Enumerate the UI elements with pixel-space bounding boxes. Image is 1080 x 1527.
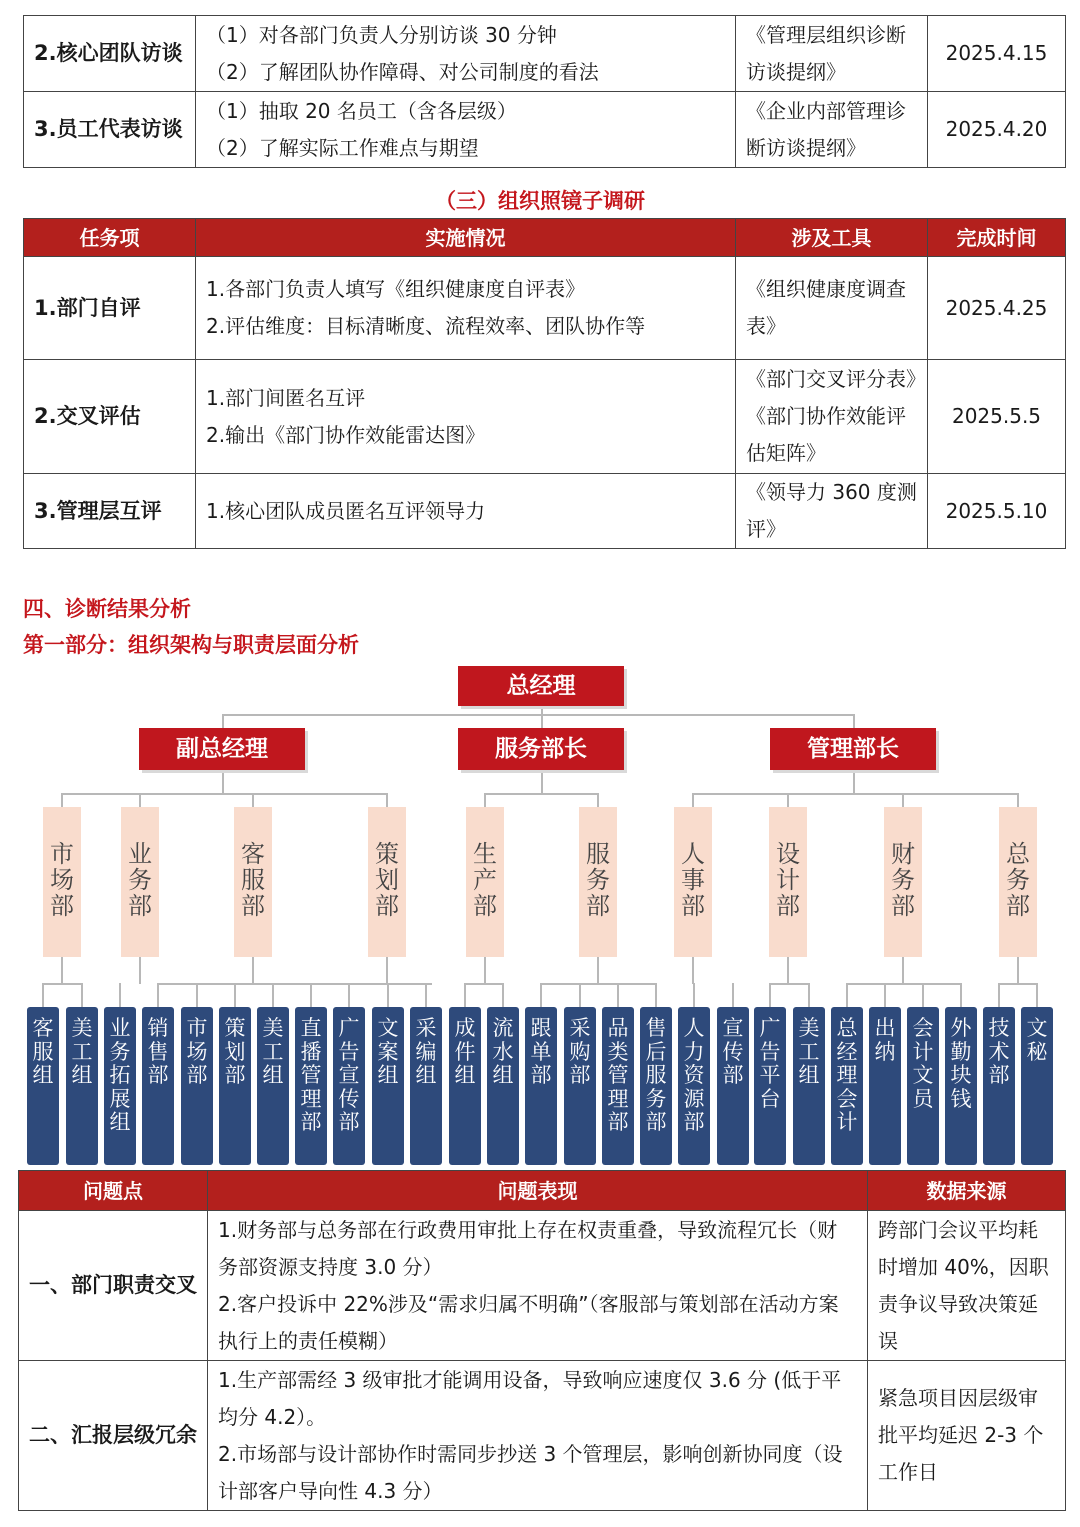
tool-cell: 《组织健康度调查表》: [736, 257, 928, 360]
team-box: 美 工 组: [66, 1007, 98, 1165]
table-row: [19, 1211, 1066, 1361]
issue-cell: 一、部门职责交叉: [19, 1211, 208, 1361]
tool-cell: 《企业内部管理诊断访谈提纲》: [736, 92, 928, 168]
dept-box: 策 划 部: [368, 807, 406, 957]
dept-box: 生 产 部: [466, 807, 504, 957]
team-box: 广 告 宣 传 部: [333, 1007, 365, 1165]
dept-box: 总 务 部: [999, 807, 1037, 957]
section-title: 四、诊断结果分析: [23, 597, 191, 621]
table-row: [24, 16, 1066, 92]
table-row: [24, 474, 1066, 549]
header-cell: 数据来源: [868, 1171, 1066, 1211]
mirror-survey-table: [23, 218, 1066, 549]
header-cell: 任务项: [24, 219, 196, 257]
detail-line: （2）了解团队协作障碍、对公司制度的看法: [206, 59, 599, 84]
dept-box: 市 场 部: [43, 807, 81, 957]
team-box: 美 工 组: [793, 1007, 825, 1165]
team-box: 文 案 组: [372, 1007, 404, 1165]
team-box: 技 术 部: [983, 1007, 1015, 1165]
team-box: 采 编 组: [410, 1007, 442, 1165]
table-row: [24, 360, 1066, 474]
detail-line: 2.评估维度：目标清晰度、流程效率、团队协作等: [206, 314, 646, 338]
dept-box: 人 事 部: [674, 807, 712, 957]
header-cell: 完成时间: [928, 219, 1066, 257]
team-box: 销 售 部: [142, 1007, 174, 1165]
team-box: 业 务 拓 展 组: [104, 1007, 136, 1165]
team-box: 跟 单 部: [525, 1007, 557, 1165]
interview-table: [23, 15, 1066, 168]
detail-cell: [208, 1361, 868, 1511]
table-row: [19, 1361, 1066, 1511]
team-box: 广 告 平 台: [754, 1007, 786, 1165]
dept-box: 客 服 部: [234, 807, 272, 957]
tool-cell: 《管理层组织诊断访谈提纲》: [736, 16, 928, 92]
header-cell: 问题表现: [208, 1171, 868, 1211]
detail-line: 1.财务部与总务部在行政费用审批上存在权责重叠，导致流程冗长（财务部资源支持度 3.0 分）: [218, 1217, 838, 1279]
detail-line: （1）对各部门负责人分别访谈 30 分钟: [206, 22, 557, 47]
team-box: 采 购 部: [564, 1007, 596, 1165]
team-box: 市 场 部: [181, 1007, 213, 1165]
vice-general-manager-box: 副总经理: [139, 728, 305, 770]
header-cell: 涉及工具: [736, 219, 928, 257]
date-cell: 2025.5.10: [928, 474, 1066, 549]
team-box: 人 力 资 源 部: [678, 1007, 710, 1165]
org-chart: [0, 660, 1080, 1170]
team-box: 流 水 组: [487, 1007, 519, 1165]
general-manager-box: 总经理: [458, 666, 624, 706]
team-box: 外 勤 块 钱: [945, 1007, 977, 1165]
detail-line: 1.部门间匿名互评: [206, 385, 366, 410]
header-cell: 实施情况: [196, 219, 736, 257]
table-row: [24, 257, 1066, 360]
issue-cell: 二、汇报层级冗余: [19, 1361, 208, 1511]
detail-cell: [196, 257, 736, 360]
team-box: 售 后 服 务 部: [640, 1007, 672, 1165]
task-cell: 2.交叉评估: [24, 360, 196, 474]
dept-box: 业 务 部: [121, 807, 159, 957]
team-box: 宣 传 部: [717, 1007, 749, 1165]
date-cell: 2025.4.20: [928, 92, 1066, 168]
date-cell: 2025.4.25: [928, 257, 1066, 360]
dept-box: 服 务 部: [579, 807, 617, 957]
dept-box: 设 计 部: [769, 807, 807, 957]
admin-director-box: 管理部长: [770, 728, 936, 770]
tool-cell: 《部门交叉评分表》《部门协作效能评估矩阵》: [736, 360, 928, 474]
detail-cell: [208, 1211, 868, 1361]
header-cell: 问题点: [19, 1171, 208, 1211]
team-box: 直 播 管 理 部: [295, 1007, 327, 1165]
detail-cell: [196, 16, 736, 92]
table-row: [24, 92, 1066, 168]
issue-analysis-table: [18, 1170, 1066, 1511]
team-box: 客 服 组: [27, 1007, 59, 1165]
date-cell: 2025.4.15: [928, 16, 1066, 92]
tool-cell: 《领导力 360 度测评》: [736, 474, 928, 549]
date-cell: 2025.5.5: [928, 360, 1066, 474]
detail-cell: [196, 474, 736, 549]
source-cell: 紧急项目因层级审批平均延迟 2-3 个工作日: [868, 1361, 1066, 1511]
detail-line: 1.生产部需经 3 级审批才能调用设备，导致响应速度仅 3.6 分 (低于平均分 4.2）。: [218, 1367, 842, 1429]
detail-line: 2.客户投诉中 22%涉及“需求归属不明确”（客服部与策划部在活动方案执行上的责任模糊）: [218, 1291, 839, 1353]
detail-cell: [196, 360, 736, 474]
team-box: 文 秘: [1021, 1007, 1053, 1165]
team-box: 总 经 理 会 计: [831, 1007, 863, 1165]
detail-line: （1）抽取 20 名员工（含各层级）: [206, 98, 517, 123]
dept-box: 财 务 部: [884, 807, 922, 957]
detail-line: 1.各部门负责人填写《组织健康度自评表》: [206, 277, 586, 301]
service-director-box: 服务部长: [458, 728, 624, 770]
detail-line: 1.核心团队成员匿名互评领导力: [206, 498, 486, 523]
task-cell: 3.管理层互评: [24, 474, 196, 549]
source-cell: 跨部门会议平均耗时增加 40%，因职责争议导致决策延误: [868, 1211, 1066, 1361]
table-header: [24, 219, 1066, 257]
table-header: [19, 1171, 1066, 1211]
section-title: （三）组织照镜子调研: [435, 189, 645, 213]
task-cell: 1.部门自评: [24, 257, 196, 360]
detail-cell: [196, 92, 736, 168]
team-box: 成 件 组: [449, 1007, 481, 1165]
team-box: 美 工 组: [257, 1007, 289, 1165]
task-cell: 3.员工代表访谈: [24, 92, 196, 168]
team-box: 品 类 管 理 部: [602, 1007, 634, 1165]
team-box: 出 纳: [869, 1007, 901, 1165]
part-title: 第一部分：组织架构与职责层面分析: [23, 633, 359, 657]
team-box: 会 计 文 员: [907, 1007, 939, 1165]
detail-line: 2.输出《部门协作效能雷达图》: [206, 422, 486, 447]
detail-line: 2.市场部与设计部协作时需同步抄送 3 个管理层，影响创新协同度（设计部客户导向性 4.3 分）: [218, 1441, 843, 1503]
team-box: 策 划 部: [219, 1007, 251, 1165]
detail-line: （2）了解实际工作难点与期望: [206, 135, 479, 160]
task-cell: 2.核心团队访谈: [24, 16, 196, 92]
